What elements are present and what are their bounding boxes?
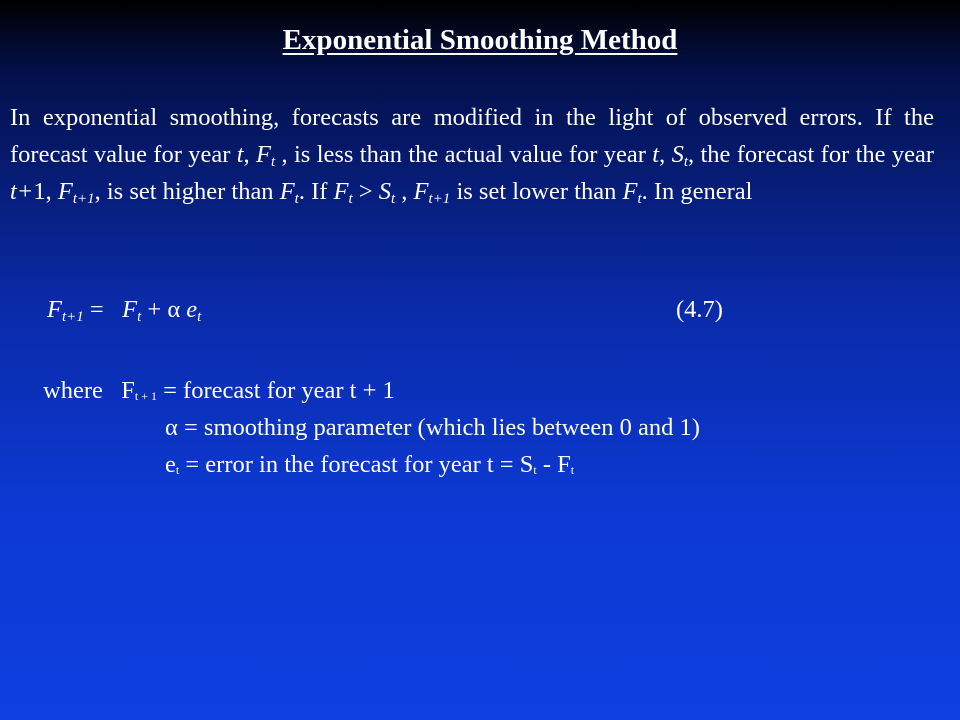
equation-number: (4.7) <box>676 296 723 323</box>
equation: $F_{t+1} = F_t + \alpha$ $e_t$ <box>47 296 202 325</box>
definition-forecast: where $F_{t + 1}$ = forecast for year t + 1 <box>43 377 395 404</box>
body-paragraph: In exponential smoothing, forecasts are modified in the light of observed errors. If the forecast value for year t, $F_t$ , is less than the actual value for year t, $S_t$, the forecast for the year t+1, $F_{t+1}$, is set higher than $F_t$. If $F_t > S_t$ , $F_{t+1}$ is set lower than $F_t$. In general <box>10 104 935 207</box>
alpha-symbol: α <box>167 296 181 323</box>
definitions <box>43 372 700 483</box>
definition-alpha: α = smoothing parameter (which lies between 0 and 1) <box>165 414 700 441</box>
slide-title: Exponential Smoothing Method <box>282 24 678 56</box>
definition-error: $e_t$ = error in the forecast for year $t = S_t - F_t$ <box>165 451 575 478</box>
